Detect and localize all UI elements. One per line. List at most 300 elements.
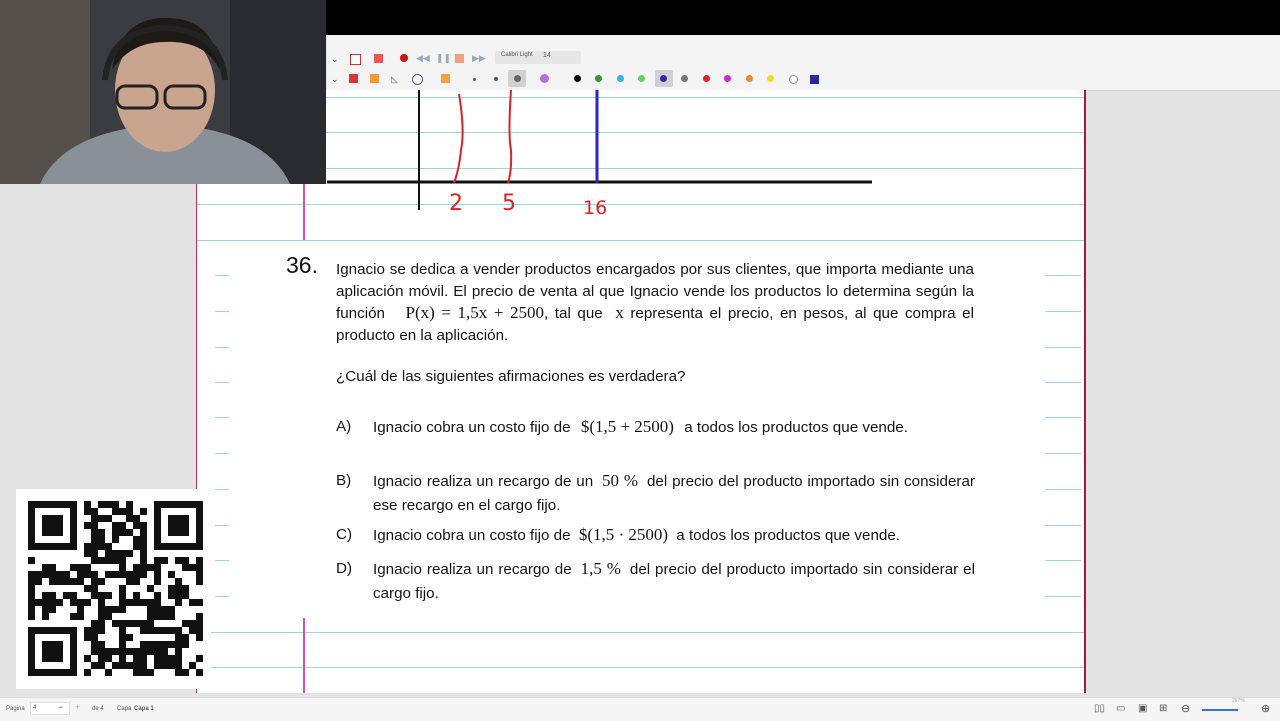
layer-label: Capa — [117, 706, 132, 712]
status-bar — [0, 697, 1280, 721]
qr-module — [49, 571, 56, 578]
qr-module — [147, 599, 154, 606]
ruled-line — [215, 596, 229, 597]
qr-module — [140, 641, 147, 648]
qr-module — [126, 571, 133, 578]
qr-module — [28, 578, 35, 585]
qr-module — [133, 599, 140, 606]
qr-module — [98, 515, 105, 522]
color-swatch[interactable] — [595, 75, 602, 82]
qr-module — [105, 550, 112, 557]
ruled-line — [215, 311, 229, 312]
option-text — [373, 415, 975, 440]
qr-module — [84, 501, 91, 508]
qr-module — [42, 571, 49, 578]
qr-module — [133, 515, 140, 522]
qr-module — [91, 627, 98, 634]
question-paragraph — [336, 259, 974, 347]
qr-module — [84, 655, 91, 662]
qr-module — [126, 529, 133, 536]
chevron-down-icon[interactable]: ⌄ — [331, 74, 339, 84]
qr-module — [70, 564, 77, 571]
qr-module — [147, 641, 154, 648]
ruled-line — [1045, 560, 1081, 561]
qr-module — [112, 648, 119, 655]
font-selector[interactable] — [495, 51, 581, 64]
qr-module — [119, 508, 126, 515]
qr-module — [196, 564, 203, 571]
qr-module — [175, 634, 182, 641]
qr-module — [133, 564, 140, 571]
qr-module — [175, 627, 182, 634]
protractor-icon[interactable] — [412, 74, 423, 85]
qr-module — [98, 662, 105, 669]
qr-module — [161, 627, 168, 634]
hand-icon[interactable] — [370, 74, 379, 83]
qr-module — [126, 620, 133, 627]
qr-module — [91, 578, 98, 585]
qr-module — [133, 522, 140, 529]
qr-module — [84, 585, 91, 592]
option-post: a todos los productos que vende. — [684, 419, 908, 436]
ruled-line — [1045, 596, 1081, 597]
qr-module — [196, 578, 203, 585]
qr-module — [133, 592, 140, 599]
qr-module — [140, 557, 147, 564]
qr-module — [70, 613, 77, 620]
qr-module — [119, 606, 126, 613]
qr-module — [112, 522, 119, 529]
qr-module — [35, 599, 42, 606]
ruler-icon[interactable]: ◺ — [391, 74, 398, 84]
qr-module — [168, 571, 175, 578]
qr-module — [182, 669, 189, 676]
qr-module — [70, 592, 77, 599]
qr-module — [168, 662, 175, 669]
qr-finder — [42, 641, 63, 662]
qr-module — [161, 648, 168, 655]
qr-module — [147, 648, 154, 655]
qr-module — [119, 620, 126, 627]
qr-module — [147, 620, 154, 627]
qr-module — [119, 557, 126, 564]
qr-module — [182, 557, 189, 564]
qr-module — [91, 529, 98, 536]
qr-module — [119, 529, 126, 536]
function-expression: P(x) = 1,5x + 2500 — [405, 303, 545, 323]
qr-module — [168, 613, 175, 620]
qr-module — [168, 641, 175, 648]
page-total: de 4 — [92, 706, 104, 712]
qr-module — [147, 669, 154, 676]
qr-module — [196, 599, 203, 606]
qr-module — [98, 641, 105, 648]
qr-module — [168, 606, 175, 613]
qr-module — [182, 585, 189, 592]
qr-module — [105, 648, 112, 655]
qr-module — [91, 515, 98, 522]
qr-module — [112, 662, 119, 669]
qr-module — [84, 599, 91, 606]
qr-module — [84, 634, 91, 641]
qr-module — [28, 571, 35, 578]
qr-module — [77, 599, 84, 606]
ruled-line — [1045, 525, 1081, 526]
qr-module — [56, 571, 63, 578]
qr-module — [105, 571, 112, 578]
zoom-in-icon[interactable]: ⊕ — [1261, 703, 1271, 715]
thin-pen-icon[interactable] — [473, 78, 476, 81]
qr-module — [112, 529, 119, 536]
qr-module — [35, 571, 42, 578]
qr-module — [28, 606, 35, 613]
qr-module — [63, 578, 70, 585]
ruled-line — [1045, 417, 1081, 418]
qr-module — [133, 578, 140, 585]
qr-finder — [42, 515, 63, 536]
qr-module — [119, 550, 126, 557]
color-swatch[interactable] — [660, 75, 667, 82]
color-swatch[interactable] — [724, 75, 731, 82]
stop-icon[interactable] — [455, 54, 464, 63]
qr-module — [196, 655, 203, 662]
variable-x: x — [615, 303, 624, 323]
option-text — [373, 523, 975, 548]
qr-module — [196, 669, 203, 676]
option-pre: Ignacio cobra un costo fijo de — [373, 419, 571, 436]
label-16: 16 — [583, 197, 608, 219]
qr-module — [154, 613, 161, 620]
two-page-view-icon[interactable]: ▯▯ — [1094, 703, 1106, 714]
qr-module — [154, 648, 161, 655]
font-name: Calibri Light — [501, 52, 533, 58]
option-math: $(1,5 + 2500) — [580, 417, 674, 436]
qr-module — [42, 606, 49, 613]
chevron-down-icon[interactable]: ⌄ — [331, 54, 339, 64]
option-pre: Ignacio realiza un recargo de — [373, 561, 572, 578]
color-swatch[interactable] — [638, 75, 645, 82]
qr-module — [77, 613, 84, 620]
record-icon[interactable] — [400, 54, 408, 62]
qr-module — [168, 627, 175, 634]
qr-module — [161, 613, 168, 620]
forward-icon[interactable]: ▶▶ — [472, 53, 486, 63]
qr-module — [161, 655, 168, 662]
qr-module — [133, 543, 140, 550]
qr-module — [98, 501, 105, 508]
qr-module — [147, 613, 154, 620]
qr-module — [147, 564, 154, 571]
qr-module — [126, 508, 133, 515]
fit-page-icon[interactable]: ▣ — [1138, 703, 1148, 714]
qr-module — [126, 550, 133, 557]
qr-module — [112, 501, 119, 508]
eraser-icon[interactable] — [349, 74, 358, 83]
qr-module — [154, 599, 161, 606]
qr-module — [84, 543, 91, 550]
qr-module — [91, 508, 98, 515]
qr-module — [140, 655, 147, 662]
page-label: Página — [6, 706, 25, 712]
plus-icon[interactable]: + — [75, 702, 81, 712]
ruled-line — [1045, 453, 1081, 454]
qr-module — [105, 543, 112, 550]
drawing-toolbar — [327, 69, 1280, 91]
qr-module — [154, 662, 161, 669]
option-pre: Ignacio cobra un costo fijo de — [373, 527, 571, 544]
qr-module — [140, 536, 147, 543]
question-number: 36. — [286, 252, 318, 278]
color-swatch[interactable] — [681, 75, 688, 82]
qr-module — [119, 571, 126, 578]
ruled-line — [215, 417, 229, 418]
qr-module — [126, 634, 133, 641]
qr-module — [49, 578, 56, 585]
paragraph-part2: , tal que — [544, 305, 603, 323]
qr-module — [175, 655, 182, 662]
qr-module — [161, 606, 168, 613]
qr-module — [119, 522, 126, 529]
qr-module — [119, 627, 126, 634]
presentation-icon[interactable]: ▭ — [1116, 703, 1126, 714]
medium-pen-icon[interactable] — [494, 77, 498, 81]
rewind-icon[interactable]: ◀◀ — [416, 53, 430, 63]
qr-module — [168, 592, 175, 599]
qr-module — [154, 578, 161, 585]
qr-module — [175, 599, 182, 606]
font-size: 14 — [543, 52, 551, 59]
qr-module — [140, 669, 147, 676]
highlighter-icon[interactable] — [540, 74, 549, 83]
qr-module — [196, 620, 203, 627]
color-swatch[interactable] — [574, 75, 581, 82]
qr-module — [105, 613, 112, 620]
qr-module — [154, 571, 161, 578]
qr-module — [84, 522, 91, 529]
qr-module — [154, 557, 161, 564]
qr-module — [42, 613, 49, 620]
ruled-line — [215, 347, 229, 348]
qr-module — [140, 648, 147, 655]
qr-module — [98, 620, 105, 627]
qr-module — [119, 655, 126, 662]
main-toolbar — [327, 35, 1280, 70]
option-label: D) — [336, 560, 353, 577]
qr-module — [98, 592, 105, 599]
qr-module — [119, 599, 126, 606]
minus-icon[interactable]: − — [58, 702, 64, 712]
qr-module — [105, 606, 112, 613]
paragraph-part1: Ignacio se dedica a vender productos encargados por sus clientes, que importa mediante una aplicación móvil. El precio de venta al que Ignacio vende los productos lo determina según la función — [336, 261, 974, 323]
layer-select[interactable]: Capa 1 — [134, 706, 154, 712]
qr-module — [112, 550, 119, 557]
qr-module — [140, 599, 147, 606]
qr-module — [175, 669, 182, 676]
qr-module — [98, 627, 105, 634]
qr-module — [133, 536, 140, 543]
qr-module — [98, 529, 105, 536]
ruled-line — [197, 667, 1084, 668]
qr-module — [98, 543, 105, 550]
qr-module — [105, 592, 112, 599]
pause-icon[interactable]: ❚❚ — [436, 53, 452, 63]
option-post: del precio del producto importado sin considerar ese recargo en el cargo fijo. — [373, 473, 975, 514]
qr-module — [112, 508, 119, 515]
qr-module — [175, 578, 182, 585]
qr-module — [42, 564, 49, 571]
qr-module — [49, 564, 56, 571]
ruled-line — [197, 240, 1084, 241]
color-swatch[interactable] — [703, 75, 710, 82]
ruled-line — [215, 489, 229, 490]
qr-module — [112, 536, 119, 543]
color-swatch[interactable] — [617, 75, 624, 82]
question-prompt: ¿Cuál de las siguientes afirmaciones es verdadera? — [336, 368, 686, 385]
qr-module — [105, 669, 112, 676]
qr-module — [119, 634, 126, 641]
qr-module — [196, 557, 203, 564]
qr-module — [91, 641, 98, 648]
qr-module — [98, 557, 105, 564]
fullscreen-icon[interactable] — [374, 54, 383, 63]
margin-line — [303, 618, 305, 693]
ruled-line — [1045, 275, 1081, 276]
page-input[interactable]: 4 — [30, 702, 70, 715]
qr-module — [91, 550, 98, 557]
qr-module — [140, 571, 147, 578]
qr-module — [42, 599, 49, 606]
qr-module — [91, 557, 98, 564]
qr-module — [119, 592, 126, 599]
zoom-fit-icon[interactable]: ⊞ — [1159, 703, 1168, 714]
qr-module — [91, 634, 98, 641]
qr-module — [119, 662, 126, 669]
qr-module — [42, 592, 49, 599]
qr-module — [91, 543, 98, 550]
qr-module — [175, 557, 182, 564]
qr-module — [133, 662, 140, 669]
qr-module — [154, 627, 161, 634]
option-post: del precio del producto importado sin considerar el cargo fijo. — [373, 561, 975, 602]
qr-finder — [168, 515, 189, 536]
paragraph-part3: representa el precio, en pesos, al que compra el producto en la aplicación. — [336, 305, 974, 345]
qr-module — [168, 655, 175, 662]
qr-module — [112, 606, 119, 613]
qr-module — [112, 557, 119, 564]
qr-module — [77, 578, 84, 585]
qr-module — [105, 501, 112, 508]
option-pre: Ignacio realiza un recargo de un — [373, 473, 594, 490]
label-2: 2 — [449, 191, 463, 216]
qr-module — [84, 508, 91, 515]
qr-module — [133, 655, 140, 662]
qr-module — [126, 599, 133, 606]
qr-module — [147, 585, 154, 592]
qr-module — [182, 620, 189, 627]
qr-module — [105, 655, 112, 662]
option-math: 1,5 % — [580, 559, 621, 578]
qr-module — [175, 641, 182, 648]
ruled-line — [215, 560, 229, 561]
qr-module — [56, 599, 63, 606]
qr-module — [175, 585, 182, 592]
ruled-line — [197, 632, 1084, 633]
qr-module — [189, 662, 196, 669]
qr-module — [49, 599, 56, 606]
qr-module — [49, 592, 56, 599]
qr-module — [105, 515, 112, 522]
qr-module — [119, 585, 126, 592]
thick-pen-icon[interactable] — [514, 75, 521, 82]
qr-module — [119, 648, 126, 655]
qr-module — [161, 662, 168, 669]
qr-module — [140, 627, 147, 634]
qr-module — [98, 655, 105, 662]
qr-code-image — [16, 489, 211, 689]
qr-module — [56, 578, 63, 585]
qr-module — [189, 564, 196, 571]
option-text — [373, 557, 975, 606]
qr-module — [189, 620, 196, 627]
qr-module — [140, 564, 147, 571]
qr-module — [140, 620, 147, 627]
pencil-icon[interactable] — [441, 74, 450, 83]
qr-module — [119, 641, 126, 648]
qr-module — [105, 557, 112, 564]
qr-module — [147, 606, 154, 613]
qr-module — [28, 592, 35, 599]
qr-module — [77, 564, 84, 571]
color-swatch[interactable] — [767, 75, 774, 82]
qr-module — [161, 557, 168, 564]
ruled-line — [1045, 311, 1081, 312]
zoom-out-icon[interactable]: ⊖ — [1181, 703, 1191, 715]
color-swatch[interactable] — [746, 75, 753, 82]
color-swatch[interactable] — [789, 75, 798, 84]
qr-module — [154, 655, 161, 662]
qr-module — [84, 669, 91, 676]
ruled-line — [215, 382, 229, 383]
qr-module — [98, 613, 105, 620]
qr-module — [133, 571, 140, 578]
option-math: 50 % — [602, 471, 639, 490]
qr-module — [168, 585, 175, 592]
qr-module — [98, 599, 105, 606]
zoom-slider[interactable] — [1202, 709, 1238, 711]
qr-module — [84, 564, 91, 571]
color-swatch[interactable] — [810, 75, 819, 84]
ruled-line — [1045, 382, 1081, 383]
qr-module — [112, 620, 119, 627]
qr-module — [49, 606, 56, 613]
qr-module — [140, 508, 147, 515]
qr-module — [91, 536, 98, 543]
qr-module — [91, 662, 98, 669]
qr-module — [126, 578, 133, 585]
close-page-icon[interactable] — [350, 54, 361, 65]
qr-module — [70, 578, 77, 585]
red-curve-2 — [454, 94, 463, 183]
qr-module — [98, 578, 105, 585]
qr-module — [126, 662, 133, 669]
webcam-person-image — [0, 0, 326, 184]
qr-module — [182, 634, 189, 641]
qr-module — [161, 641, 168, 648]
qr-module — [91, 648, 98, 655]
qr-module — [91, 592, 98, 599]
qr-module — [98, 606, 105, 613]
ruled-line — [1045, 489, 1081, 490]
